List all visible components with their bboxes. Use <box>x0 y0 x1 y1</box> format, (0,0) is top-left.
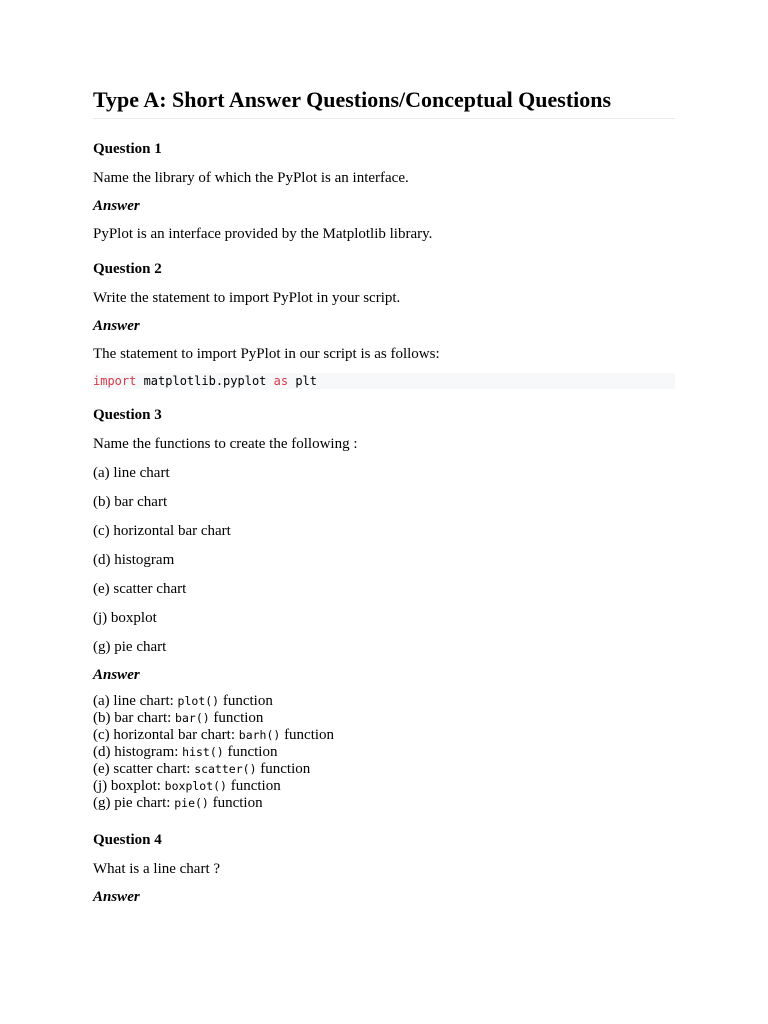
code-alias: plt <box>288 374 317 388</box>
question-3-item: (e) scatter chart <box>93 581 187 597</box>
question-3-item: (b) bar chart <box>93 494 168 510</box>
answer-line: (d) histogram: hist() function <box>93 744 278 760</box>
document-content <box>93 84 675 907</box>
answer-label: Answer <box>93 667 140 683</box>
question-3-item: (a) line chart <box>93 465 170 481</box>
question-3-item: (j) boxplot <box>93 610 157 626</box>
question-2-title: Question 2 <box>93 261 162 277</box>
answer-line: (g) pie chart: pie() function <box>93 795 263 811</box>
answer-line: (c) horizontal bar chart: barh() function <box>93 727 335 743</box>
answer-line: (b) bar chart: bar() function <box>93 710 264 726</box>
answer-line: (j) boxplot: boxplot() function <box>93 778 281 794</box>
question-3-item: (g) pie chart <box>93 639 167 655</box>
question-3-text: Name the functions to create the following : <box>93 436 358 452</box>
answer-label: Answer <box>93 318 140 334</box>
code-keyword-import: import <box>93 374 137 388</box>
question-3-answer-list <box>93 693 675 812</box>
code-module: matplotlib.pyplot <box>136 374 274 388</box>
question-4-text: What is a line chart ? <box>93 861 221 877</box>
answer-line: (a) line chart: plot() function <box>93 693 273 709</box>
question-3-title: Question 3 <box>93 407 162 423</box>
question-3-item: (d) histogram <box>93 552 175 568</box>
answer-label: Answer <box>93 889 140 905</box>
question-1-title: Question 1 <box>93 141 162 157</box>
question-1-text: Name the library of which the PyPlot is an interface. <box>93 170 409 186</box>
question-2-answer: The statement to import PyPlot in our script is as follows: <box>93 346 440 362</box>
code-block <box>93 373 675 389</box>
question-2-text: Write the statement to import PyPlot in your script. <box>93 290 401 306</box>
answer-label: Answer <box>93 198 140 214</box>
question-1-answer: PyPlot is an interface provided by the Matplotlib library. <box>93 226 433 242</box>
answer-line: (e) scatter chart: scatter() function <box>93 761 311 777</box>
question-3-item: (c) horizontal bar chart <box>93 523 231 539</box>
code-keyword-as: as <box>273 374 289 388</box>
page-title: Type A: Short Answer Questions/Conceptual Questions <box>93 84 675 119</box>
question-4-title: Question 4 <box>93 832 162 848</box>
